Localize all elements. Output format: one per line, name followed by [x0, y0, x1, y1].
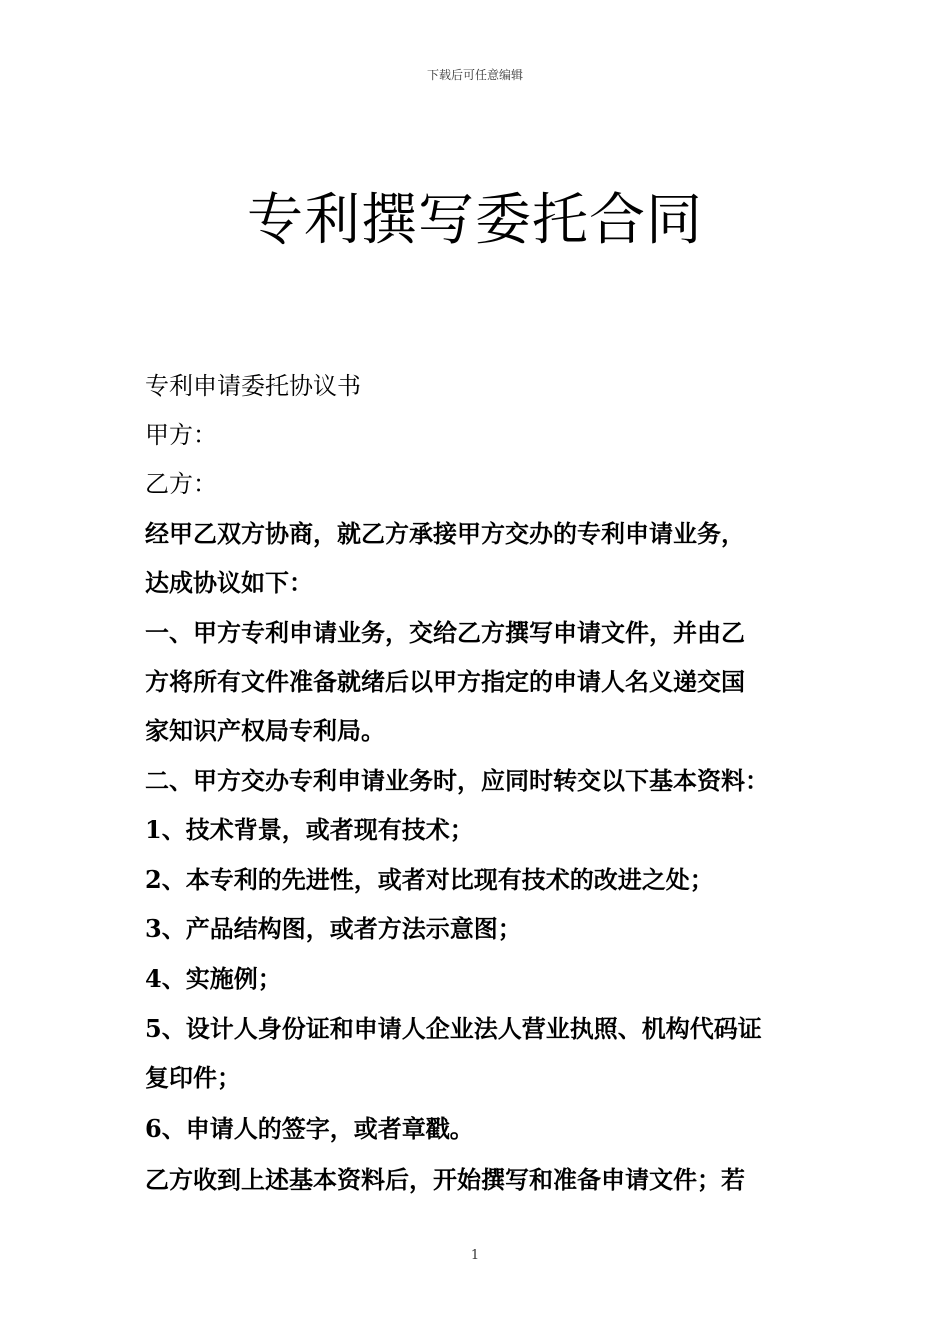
subtitle: 专利申请委托协议书	[145, 372, 361, 400]
document-title: 专利撰写委托合同	[247, 188, 703, 253]
clause-1-line-2: 方将所有文件准备就绪后以甲方指定的申请人名义递交国	[145, 667, 745, 696]
list-item-2: 2、本专利的先进性，或者对比现有技术的改进之处；	[145, 865, 714, 894]
list-item-3: 3、产品结构图，或者方法示意图；	[145, 914, 522, 943]
list-item-5-line-1: 5、设计人身份证和申请人企业法人营业执照、机构代码证	[145, 1014, 762, 1043]
party-a-line: 甲方：	[145, 421, 217, 449]
list-item-6: 6、申请人的签字，或者章戳。	[145, 1114, 474, 1143]
clause-1-line-3: 家知识产权局专利局。	[145, 716, 385, 745]
clause-2-line: 二、甲方交办专利申请业务时，应同时转交以下基本资料：	[145, 766, 769, 795]
intro-line-2: 达成协议如下：	[145, 568, 313, 597]
list-item-4: 4、实施例；	[145, 964, 282, 993]
party-b-line: 乙方：	[145, 470, 217, 498]
page-number: 1	[470, 1248, 480, 1263]
final-paragraph-line: 乙方收到上述基本资料后，开始撰写和准备申请文件；若	[145, 1165, 745, 1194]
list-item-1: 1、技术背景，或者现有技术；	[145, 815, 474, 844]
clause-1-line-1: 一、甲方专利申请业务，交给乙方撰写申请文件，并由乙	[145, 618, 745, 647]
header-note: 下载后可任意编辑	[426, 68, 523, 82]
list-item-5-line-2: 复印件；	[145, 1063, 241, 1092]
intro-line-1: 经甲乙双方协商，就乙方承接甲方交办的专利申请业务，	[145, 519, 745, 548]
